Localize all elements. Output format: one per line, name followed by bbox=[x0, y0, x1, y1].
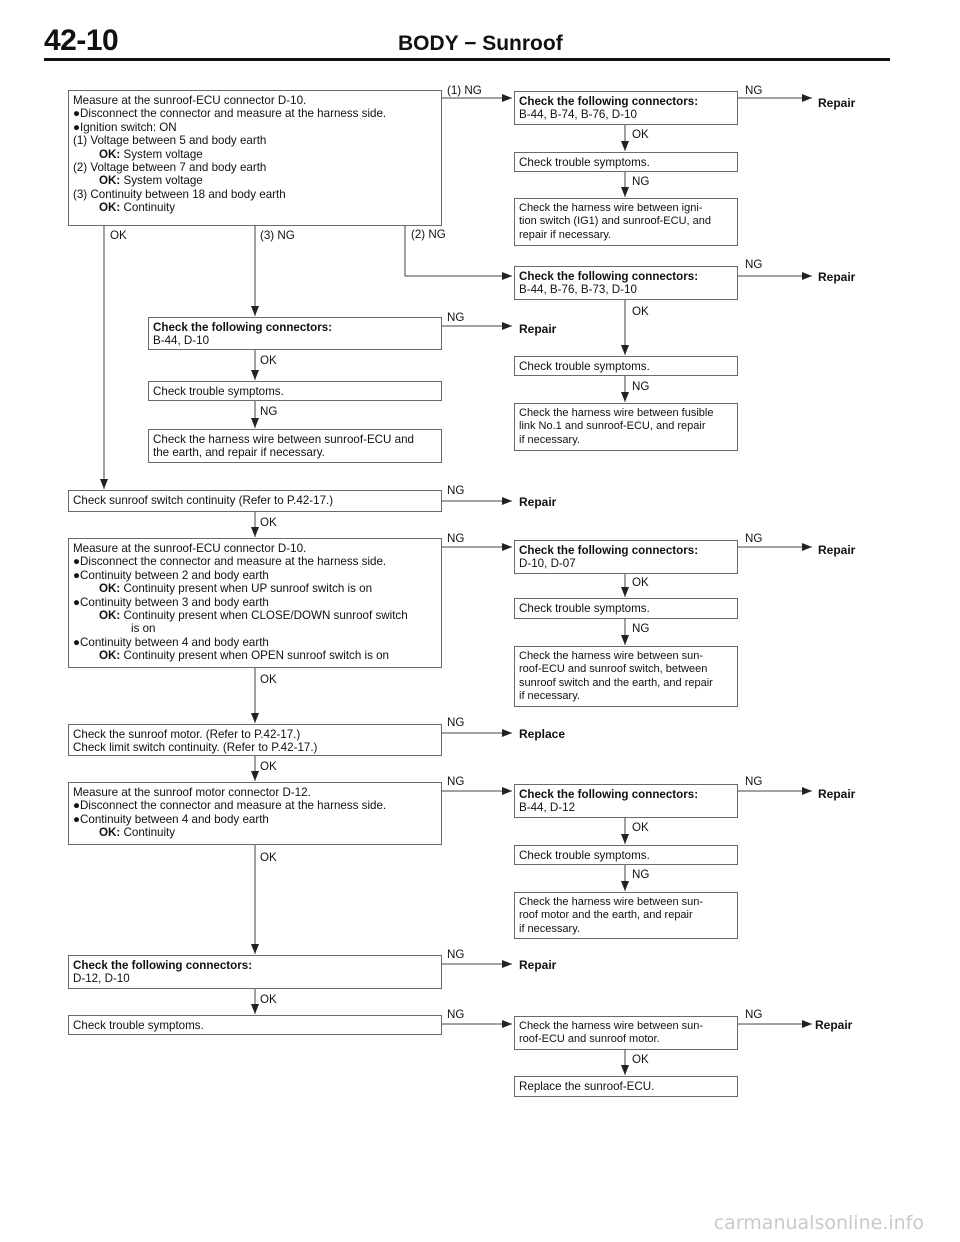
step-measure-motor-connector bbox=[68, 782, 442, 845]
step-heading: Check the following connectors: bbox=[519, 270, 699, 283]
step-text: Disconnect the connector and measure at the harness side. bbox=[80, 555, 387, 569]
step-heading: Check the following connectors: bbox=[73, 959, 253, 972]
branch-label-ng2: (2) NG bbox=[411, 228, 446, 241]
bullet-item bbox=[73, 596, 437, 609]
ok-label: OK: bbox=[99, 649, 121, 663]
ok-criterion bbox=[73, 649, 437, 662]
ng-label: NG bbox=[447, 716, 465, 729]
branch-label-ng3: (3) NG bbox=[260, 229, 295, 242]
ok-value: System voltage bbox=[123, 147, 203, 161]
ng-label: NG bbox=[447, 775, 465, 788]
ng-label: NG bbox=[447, 532, 465, 545]
repair-action: Repair bbox=[818, 787, 856, 801]
bullet-item bbox=[73, 799, 437, 812]
ng-label: NG bbox=[260, 405, 278, 418]
step-text: Check trouble symptoms. bbox=[519, 849, 650, 862]
ok-label: OK bbox=[260, 851, 277, 864]
repair-action: Repair bbox=[818, 543, 856, 557]
step-text: if necessary. bbox=[519, 690, 580, 703]
step-text: Check trouble symptoms. bbox=[519, 156, 650, 169]
step-text: D-12, D-10 bbox=[73, 972, 130, 986]
repair-action: Repair bbox=[818, 96, 856, 110]
repair-action: Repair bbox=[519, 958, 557, 972]
ok-criterion bbox=[73, 826, 437, 839]
step-text: Check the harness wire between igni- bbox=[519, 202, 703, 214]
step-text: Disconnect the connector and measure at the harness side. bbox=[80, 107, 387, 121]
bullet-icon: ● bbox=[73, 568, 81, 582]
ng-label: NG bbox=[745, 258, 763, 271]
step-text: Check trouble symptoms. bbox=[519, 360, 650, 373]
harness-check-box bbox=[514, 892, 738, 939]
ng-label: NG bbox=[632, 622, 650, 635]
ok-value: System voltage bbox=[123, 174, 203, 188]
step-text: Check the harness wire between sun- bbox=[519, 1020, 704, 1032]
ok-value: Continuity present when CLOSE/DOWN sunroof switch bbox=[123, 609, 408, 623]
step-text: roof-ECU and sunroof motor. bbox=[519, 1033, 660, 1046]
bullet-icon: ● bbox=[73, 595, 81, 609]
ng-label: NG bbox=[447, 1008, 465, 1021]
step-text: if necessary. bbox=[519, 922, 580, 935]
step-text: Check the sunroof motor. (Refer to P.42-17.) bbox=[73, 728, 301, 741]
step-heading: Check the following connectors: bbox=[153, 321, 333, 334]
check-connectors-box bbox=[148, 317, 442, 350]
step-text: Continuity between 2 and body earth bbox=[80, 568, 269, 582]
step-text: (3) Continuity between 18 and body earth bbox=[73, 187, 286, 201]
bullet-icon: ● bbox=[73, 107, 81, 121]
step-text: Measure at the sunroof-ECU connector D-10. bbox=[73, 542, 307, 555]
step-check-trouble-symptoms bbox=[68, 1015, 442, 1035]
ng-label: NG bbox=[745, 84, 763, 97]
bullet-icon: ● bbox=[73, 635, 81, 649]
trouble-symptoms-box bbox=[148, 381, 442, 401]
branch-label-ng1: (1) NG bbox=[447, 84, 482, 97]
step-check-connectors-d12 bbox=[68, 955, 442, 989]
page-number: 42-10 bbox=[44, 24, 119, 57]
step-text: Check trouble symptoms. bbox=[153, 385, 284, 398]
step-text: Continuity between 3 and body earth bbox=[80, 595, 269, 609]
ok-label: OK bbox=[632, 128, 649, 141]
check-connectors-box bbox=[514, 784, 738, 818]
step-text: Check trouble symptoms. bbox=[519, 602, 650, 615]
step-text: link No.1 and sunroof-ECU, and repair bbox=[519, 420, 706, 433]
step-check-motor bbox=[68, 724, 442, 756]
ok-label: OK: bbox=[99, 174, 121, 188]
step-text: D-10, D-07 bbox=[519, 557, 576, 571]
step-text: Ignition switch: ON bbox=[80, 120, 177, 134]
repair-action: Repair bbox=[519, 322, 557, 336]
ok-value: Continuity bbox=[123, 201, 176, 215]
step-text: B-44, D-12 bbox=[519, 801, 576, 815]
step-text: B-44, B-76, B-73, D-10 bbox=[519, 283, 637, 297]
ng-label: NG bbox=[632, 175, 650, 188]
step-text: Check sunroof switch continuity (Refer to P.42-17.) bbox=[73, 494, 334, 507]
trouble-symptoms-box bbox=[514, 845, 738, 865]
trouble-symptoms-box bbox=[514, 598, 738, 619]
step-text: Replace the sunroof-ECU. bbox=[519, 1080, 655, 1093]
watermark: carmanualsonline.info bbox=[713, 1212, 924, 1234]
bullet-icon: ● bbox=[73, 799, 81, 813]
bullet-item bbox=[73, 813, 437, 826]
harness-check-box bbox=[514, 198, 738, 246]
repair-action: Repair bbox=[815, 1018, 853, 1032]
step-heading: Check the following connectors: bbox=[519, 544, 699, 557]
step-text: Continuity between 4 and body earth bbox=[80, 812, 269, 826]
step-heading: Check the following connectors: bbox=[519, 95, 699, 108]
bullet-icon: ● bbox=[73, 812, 81, 826]
check-connectors-box bbox=[514, 540, 738, 574]
trouble-symptoms-box bbox=[514, 356, 738, 376]
step-text: Check trouble symptoms. bbox=[73, 1019, 204, 1032]
step-text: roof motor and the earth, and repair bbox=[519, 909, 693, 922]
step-text: Measure at the sunroof motor connector D-12. bbox=[73, 786, 311, 799]
bullet-icon: ● bbox=[73, 120, 81, 134]
branch-label-ok: OK bbox=[110, 229, 127, 242]
ng-label: NG bbox=[632, 380, 650, 393]
bullet-item bbox=[73, 121, 437, 134]
step-text: the earth, and repair if necessary. bbox=[153, 446, 325, 460]
step-text: Check the harness wire between sun- bbox=[519, 650, 704, 662]
ok-value: Continuity present when OPEN sunroof switch is on bbox=[123, 649, 389, 663]
bullet-item bbox=[73, 569, 437, 582]
ok-value: Continuity bbox=[123, 826, 176, 840]
ng-label: NG bbox=[447, 484, 465, 497]
ok-criterion bbox=[73, 148, 437, 161]
ok-label: OK bbox=[632, 821, 649, 834]
step-text: if necessary. bbox=[519, 433, 580, 446]
ok-criterion bbox=[73, 201, 437, 214]
replace-action: Replace bbox=[519, 727, 566, 741]
bullet-item bbox=[73, 107, 437, 120]
ok-label: OK bbox=[260, 993, 277, 1006]
step-text: B-44, D-10 bbox=[153, 334, 210, 348]
step-text: sunroof switch and the earth, and repair bbox=[519, 676, 713, 689]
ng-label: NG bbox=[745, 532, 763, 545]
ok-criterion bbox=[73, 174, 437, 187]
step-text: tion switch (IG1) and sunroof-ECU, and bbox=[519, 215, 711, 228]
ok-criterion bbox=[73, 582, 437, 595]
step-text: Continuity between 4 and body earth bbox=[80, 635, 269, 649]
ng-label: NG bbox=[632, 868, 650, 881]
ng-label: NG bbox=[745, 775, 763, 788]
step-text: Check the harness wire between sun- bbox=[519, 896, 704, 908]
harness-check-box bbox=[514, 403, 738, 451]
step-switch-continuity bbox=[68, 490, 442, 512]
ok-label: OK: bbox=[99, 609, 121, 623]
step-measure-ecu-continuity bbox=[68, 538, 442, 668]
harness-check-box bbox=[514, 1016, 738, 1050]
repair-action: Repair bbox=[818, 270, 856, 284]
bullet-item bbox=[73, 636, 437, 649]
repair-action: Repair bbox=[519, 495, 557, 509]
ng-label: NG bbox=[447, 948, 465, 961]
step-text: B-44, B-74, B-76, D-10 bbox=[519, 108, 637, 122]
harness-check-box bbox=[148, 429, 442, 463]
step-text: repair if necessary. bbox=[519, 228, 612, 241]
ok-label: OK: bbox=[99, 582, 121, 596]
ok-label: OK: bbox=[99, 147, 121, 161]
step-text: (2) Voltage between 7 and body earth bbox=[73, 161, 267, 175]
ok-label: OK bbox=[260, 354, 277, 367]
bullet-icon: ● bbox=[73, 555, 81, 569]
ok-label: OK bbox=[632, 1053, 649, 1066]
step-text: roof-ECU and sunroof switch, between bbox=[519, 663, 708, 676]
ok-value: is on bbox=[131, 622, 156, 636]
harness-check-box bbox=[514, 646, 738, 707]
ok-label: OK bbox=[260, 673, 277, 686]
ng-label: NG bbox=[447, 311, 465, 324]
ok-value: Continuity present when UP sunroof switch is on bbox=[123, 582, 373, 596]
step-text: Measure at the sunroof-ECU connector D-10. bbox=[73, 94, 307, 107]
trouble-symptoms-box bbox=[514, 152, 738, 172]
replace-ecu-box bbox=[514, 1076, 738, 1097]
ok-label: OK bbox=[632, 576, 649, 589]
ok-label: OK bbox=[260, 760, 277, 773]
step-text: Disconnect the connector and measure at the harness side. bbox=[80, 799, 387, 813]
page-title: BODY − Sunroof bbox=[398, 32, 563, 55]
step-text: Check limit switch continuity. (Refer to P.42-17.) bbox=[73, 741, 318, 755]
ok-label: OK bbox=[260, 516, 277, 529]
step-heading: Check the following connectors: bbox=[519, 788, 699, 801]
ok-criterion bbox=[73, 609, 437, 622]
step-text: Check the harness wire between sunroof-ECU and bbox=[153, 433, 414, 446]
bullet-item bbox=[73, 555, 437, 568]
step-measure-ecu-voltage bbox=[68, 90, 442, 226]
check-connectors-box bbox=[514, 91, 738, 125]
ng-label: NG bbox=[745, 1008, 763, 1021]
step-text: (1) Voltage between 5 and body earth bbox=[73, 134, 267, 148]
check-connectors-box bbox=[514, 266, 738, 300]
step-text: Check the harness wire between fusible bbox=[519, 407, 714, 419]
ok-label: OK: bbox=[99, 826, 121, 840]
ok-label: OK: bbox=[99, 201, 121, 215]
ok-label: OK bbox=[632, 305, 649, 318]
